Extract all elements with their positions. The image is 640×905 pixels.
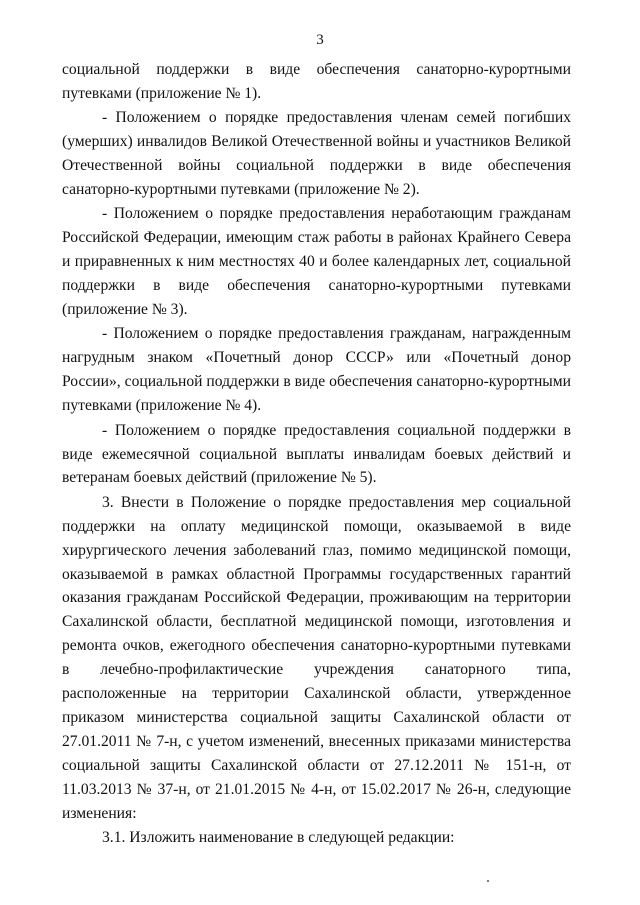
- page-number: 3: [316, 32, 324, 48]
- paragraph-appendix-2: - Положением о порядке предоставления членам семей погибших (умерших) инвалидов Великой Отечественной войны и участников Великой Отечественной войны социальной поддержки в виде обеспечения санаторно-курортными путевками (приложение № 2).: [62, 109, 571, 199]
- paragraph-continuation: социальной поддержки в виде обеспечения санаторно-курортными путевками (приложение № 1).: [62, 61, 571, 102]
- paragraph-appendix-5: - Положением о порядке предоставления социальной поддержки в виде ежемесячной социальной выплаты инвалидам боевых действий и ветеранам боевых действий (приложение № 5).: [62, 421, 571, 487]
- scan-speck: [487, 880, 489, 882]
- paragraph-appendix-4: - Положением о порядке предоставления гражданам, награжденным нагрудным знаком «Почетный донор СССР» или «Почетный донор России», социальной поддержки в виде обеспечения санаторно-курортными путевками (приложение № 4).: [62, 325, 571, 415]
- document-body: [62, 58, 571, 850]
- paragraph-item-3: 3. Внести в Положение о порядке предоставления мер социальной поддержки на оплату медицинской помощи, оказываемой в виде хирургического лечения заболеваний глаз, помимо медицинской помощи, оказываемой в рамках областной Программы государственных гарантий оказания гражданам Российской Федерации, проживающим на территории Сахалинской области, бесплатной медицинской помощи, изготовления и ремонта очков, ежегодного обеспечения санаторно-курортными путевками в лечебно-профилактические учреждения санаторного типа, расположенные на территории Сахалинской области, утвержденное приказом министерства социальной защиты Сахалинской области от 27.01.2011 № 7-н, с учетом изменений, внесенных приказами министерства социальной защиты Сахалинской области от 27.12.2011 № 151-н, от 11.03.2013 № 37-н, от 21.01.2015 № 4-н, от 15.02.2017 № 26-н, следующие изменения:: [62, 493, 571, 822]
- paragraph-item-3-1: 3.1. Изложить наименование в следующей редакции:: [102, 829, 455, 846]
- paragraph-appendix-3: - Положением о порядке предоставления неработающим гражданам Российской Федерации, имеющим стаж работы в районах Крайнего Севера и приравненных к ним местностях 40 и более календарных лет, социальной поддержки в виде обеспечения санаторно-курортными путевками (приложение № 3).: [62, 205, 571, 319]
